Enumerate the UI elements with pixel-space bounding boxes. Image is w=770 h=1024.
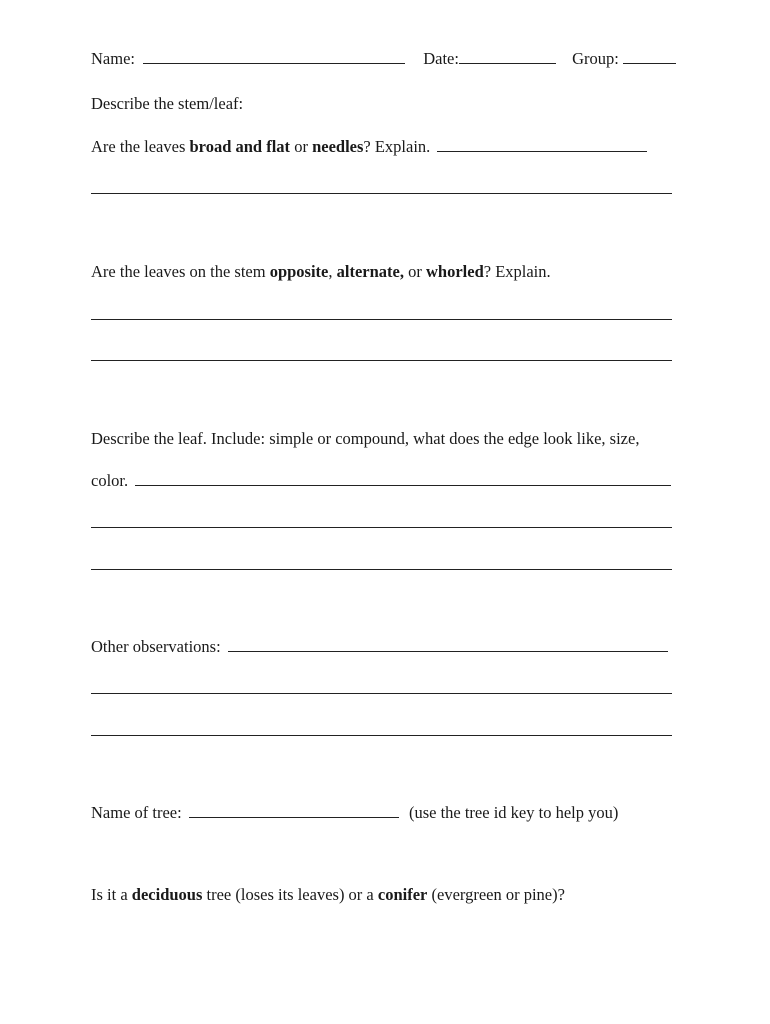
tree-name-hint: (use the tree id key to help you) <box>408 803 619 822</box>
date-field[interactable] <box>459 48 556 64</box>
stem-leaf-text: Describe the stem/leaf: <box>91 94 244 113</box>
arrangement-text-1: Are the leaves on the stem <box>91 262 270 281</box>
describe-leaf-answer-line-2[interactable] <box>91 569 672 570</box>
question-describe-leaf-cont <box>91 470 671 491</box>
question-tree-type <box>91 885 565 905</box>
question-describe-leaf <box>91 429 639 449</box>
other-observations-line-2[interactable] <box>91 735 672 736</box>
describe-leaf-text-1: Describe the leaf. Include: simple or compound, what does the edge look like, size, <box>91 429 640 448</box>
leaf-shape-text-1: Are the leaves <box>91 137 190 156</box>
question-other-observations <box>91 636 668 657</box>
leaf-shape-text-3: ? Explain. <box>363 137 431 156</box>
arrangement-text-3: or <box>404 262 426 281</box>
describe-leaf-text-2: color. <box>91 471 129 490</box>
name-field[interactable] <box>143 48 405 64</box>
arrangement-text-4: ? Explain. <box>483 262 551 281</box>
tree-type-bold-deciduous: deciduous <box>131 885 203 904</box>
arrangement-answer-line-2[interactable] <box>91 360 672 361</box>
arrangement-bold-whorled: whorled <box>426 262 484 281</box>
stem-leaf-heading <box>91 94 243 114</box>
arrangement-bold-alternate: alternate, <box>336 262 404 281</box>
tree-type-text-1: Is it a <box>91 885 132 904</box>
question-arrangement <box>91 262 551 282</box>
group-label: Group: <box>572 49 619 68</box>
leaf-shape-text-2: or <box>290 137 313 156</box>
other-observations-line-1[interactable] <box>91 693 672 694</box>
arrangement-bold-opposite: opposite <box>269 262 329 281</box>
arrangement-text-2: , <box>328 262 337 281</box>
date-label: Date: <box>423 49 459 68</box>
arrangement-answer-line-1[interactable] <box>91 319 672 320</box>
question-tree-name <box>91 802 618 823</box>
describe-leaf-answer-field[interactable] <box>135 470 671 486</box>
question-leaf-shape <box>91 136 647 157</box>
leaf-shape-bold-needles: needles <box>312 137 364 156</box>
tree-type-bold-conifer: conifer <box>377 885 428 904</box>
tree-type-text-2: tree (loses its leaves) or a <box>202 885 378 904</box>
leaf-shape-answer-line[interactable] <box>91 193 672 194</box>
name-label: Name: <box>91 49 135 68</box>
group-field[interactable] <box>623 48 676 64</box>
leaf-shape-bold-broad: broad and flat <box>189 137 291 156</box>
describe-leaf-answer-line-1[interactable] <box>91 527 672 528</box>
tree-type-text-3: (evergreen or pine)? <box>427 885 565 904</box>
other-observations-label: Other observations: <box>91 637 221 656</box>
other-observations-field[interactable] <box>228 636 668 652</box>
tree-name-label: Name of tree: <box>91 803 182 822</box>
tree-name-field[interactable] <box>189 802 399 818</box>
header-row <box>91 48 676 69</box>
leaf-shape-answer-field[interactable] <box>437 136 647 152</box>
